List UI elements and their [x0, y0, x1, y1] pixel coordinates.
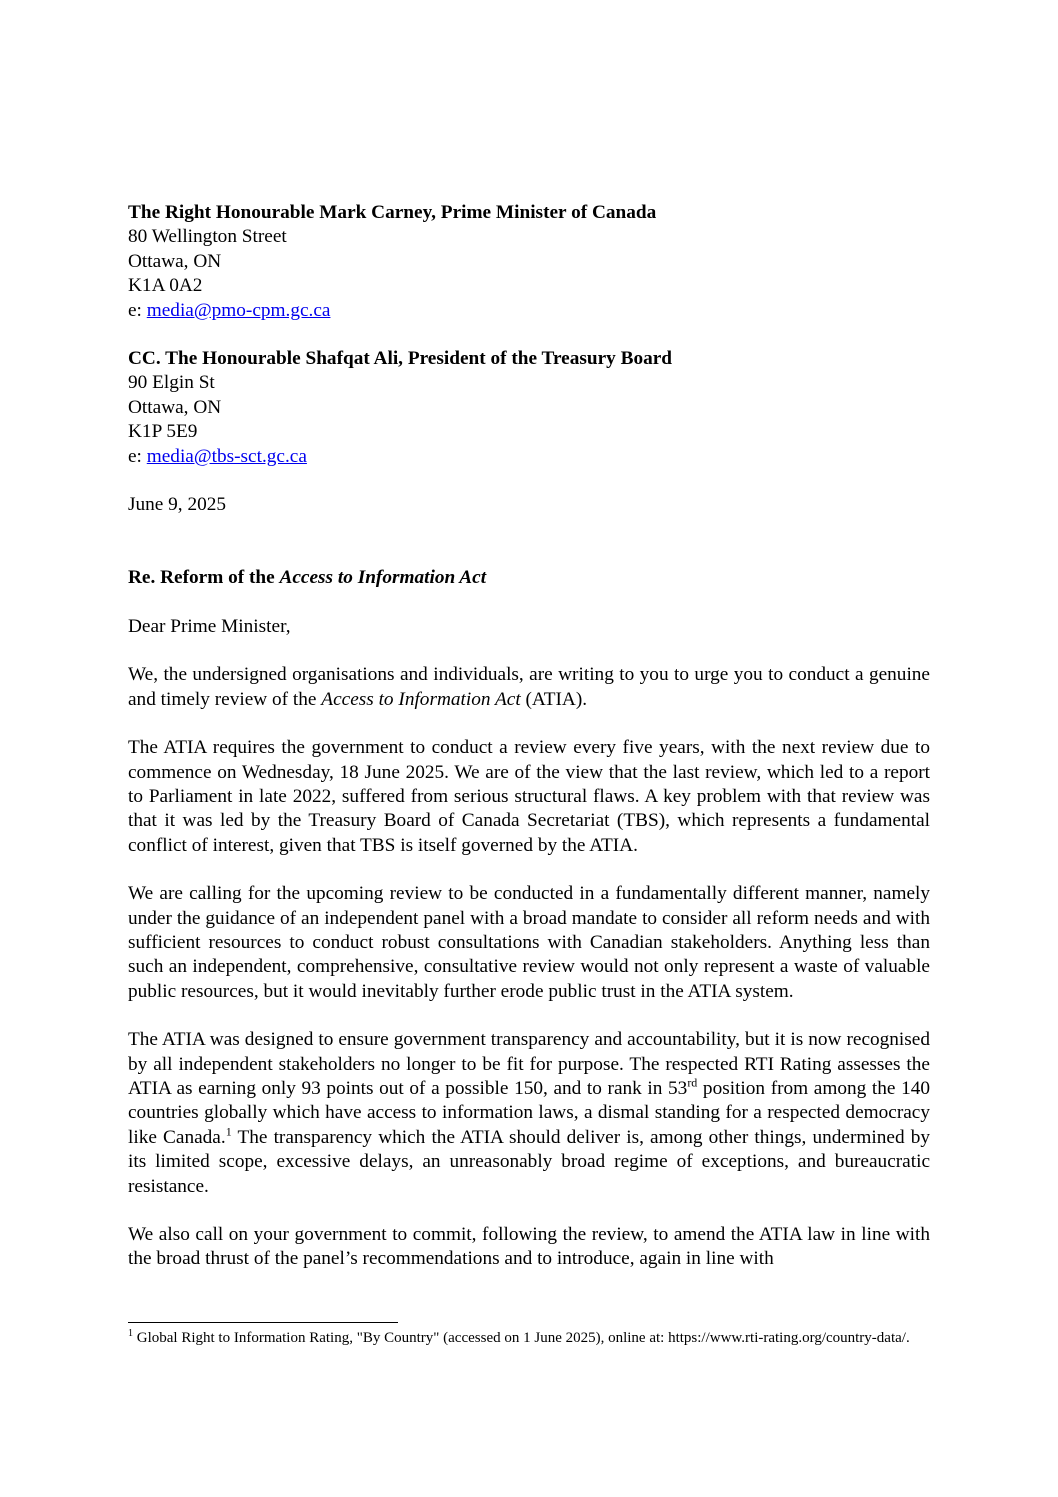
cc-recipient-postal-code: K1P 5E9 [128, 421, 198, 443]
recipient-email-link[interactable]: media@pmo-cpm.gc.ca [146, 299, 331, 321]
footnote [128, 1329, 930, 1348]
paragraph-4-text-b: position from among the 140 countries globally which have access to information laws, a dismal standing for a respected democracy like Canada. [128, 1077, 930, 1148]
letter-subject [128, 566, 930, 590]
paragraph-1-text-b: (ATIA). [520, 688, 588, 710]
letter-date: June 9, 2025 [128, 494, 227, 516]
subject-prefix: Re. Reform of the [128, 567, 280, 589]
email-prefix: e: [128, 299, 147, 321]
salutation: Dear Prime Minister, [128, 615, 291, 637]
paragraph-4-text-a: The ATIA was designed to ensure government transparency and accountability, but it is now recognised by all independent stakeholders no longer to be fit for purpose. The respected RTI Rating assesses the ATIA as earning only 93 points out of a possible 150, and to rank in 53 [128, 1029, 930, 1099]
paragraph-3: We are calling for the upcoming review to be conducted in a fundamentally different manner, namely under the guidance of an independent panel with a broad mandate to consider all reform needs and with sufficient resources to conduct robust consultations with Canadian stakeholders. Anything less than such an independent, comprehensive, consultative review would not only represent a waste of valuable public resources, but it would inevitably further erode public trust in the ATIA system. [128, 883, 930, 1002]
cc-recipient-name: CC. The Honourable Shafqat Ali, President of the Treasury Board [128, 348, 673, 370]
footnote-text: Global Right to Information Rating, "By Country" (accessed on 1 June 2025), online at: https://www.rti-rating.org/country-data/. [133, 1330, 910, 1346]
recipient-address-pm [128, 201, 930, 323]
recipient-address-tbs [128, 347, 930, 469]
cc-recipient-city: Ottawa, ON [128, 396, 222, 418]
paragraph-2: The ATIA requires the government to conduct a review every five years, with the next review due to commence on Wednesday, 18 June 2025. We are of the view that the last review, which led to a report to Parliament in late 2022, suffered from serious structural flaws. A key problem with that review was that it was led by the Treasury Board of Canada Secretariat (TBS), which represents a fundamental conflict of interest, given that TBS is itself governed by the ATIA. [128, 737, 930, 856]
recipient-postal-code: K1A 0A2 [128, 275, 203, 297]
cc-recipient-email-link[interactable]: media@tbs-sct.gc.ca [146, 445, 307, 467]
recipient-city: Ottawa, ON [128, 250, 222, 272]
paragraph-4 [128, 1028, 930, 1199]
footnote-reference[interactable]: 1 [225, 1124, 232, 1139]
paragraph-5: We also call on your government to commit, following the review, to amend the ATIA law in line with the broad thrust of the panel’s recommendations and to introduce, again in line with [128, 1224, 930, 1270]
cc-recipient-email-line [128, 445, 930, 469]
footnote-divider [128, 1322, 398, 1323]
letter-body [128, 201, 930, 1272]
ordinal-superscript: rd [687, 1075, 698, 1090]
email-prefix: e: [128, 445, 147, 467]
recipient-name: The Right Honourable Mark Carney, Prime Minister of Canada [128, 202, 657, 223]
paragraph-1-text-a: We, the undersigned organisations and individuals, are writing to you to urge you to conduct a genuine and timely review of the [128, 664, 930, 710]
recipient-email-line [128, 299, 930, 323]
footnote-number: 1 [128, 1328, 133, 1339]
cc-recipient-street: 90 Elgin St [128, 372, 215, 394]
subject-act-title: Access to Information Act [279, 567, 487, 589]
recipient-street: 80 Wellington Street [128, 226, 287, 248]
paragraph-4-text-c: The transparency which the ATIA should deliver is, among other things, undermined by its limited scope, excessive delays, an unreasonably broad regime of exceptions, and bureaucratic resistance. [128, 1126, 931, 1197]
paragraph-1 [128, 663, 930, 712]
paragraph-1-act-title: Access to Information Act [321, 688, 521, 710]
